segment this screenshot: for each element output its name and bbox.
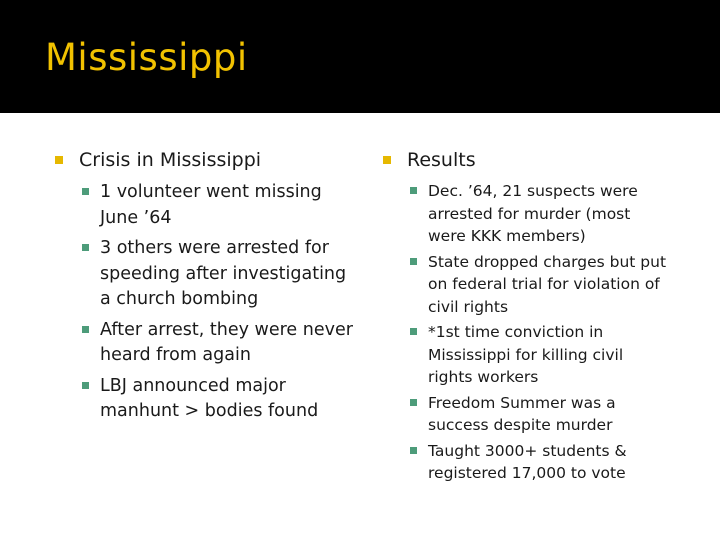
- list-item-text: *1st time conviction in Mississippi for killing civil rights workers: [428, 323, 624, 386]
- left-heading: [54, 146, 354, 174]
- list-item-text: 3 others were arrested for speeding after investigating a church bombing: [100, 238, 347, 309]
- list-item: [382, 180, 672, 248]
- square-bullet-icon: [82, 326, 89, 333]
- list-item: [54, 180, 354, 231]
- list-item-text: Taught 3000+ students & registered 17,000 to vote: [428, 441, 627, 482]
- list-item: [54, 236, 354, 313]
- list-item: [382, 321, 672, 389]
- list-item: [382, 392, 672, 437]
- square-bullet-icon: [383, 156, 391, 164]
- list-item: [382, 251, 672, 319]
- title-bar: [0, 0, 720, 113]
- square-bullet-icon: [410, 187, 417, 194]
- list-item-text: After arrest, they were never heard from again: [100, 319, 353, 365]
- left-column: [54, 146, 354, 430]
- list-item: [382, 440, 672, 485]
- list-item-text: State dropped charges but put on federal trial for violation of civil rights: [428, 252, 667, 316]
- list-item-text: Dec. ’64, 21 suspects were arrested for murder (most were KKK members): [428, 182, 638, 245]
- right-heading: [382, 146, 672, 174]
- left-heading-text: Crisis in Mississippi: [79, 149, 262, 171]
- list-item-text: Freedom Summer was a success despite murder: [428, 393, 616, 434]
- left-bullet-list: [54, 180, 354, 425]
- square-bullet-icon: [82, 188, 89, 195]
- list-item-text: 1 volunteer went missing June ’64: [100, 182, 322, 228]
- right-heading-text: Results: [407, 149, 476, 171]
- right-bullet-list: [382, 180, 672, 485]
- right-column: [382, 146, 672, 488]
- list-item: [54, 374, 354, 425]
- square-bullet-icon: [410, 258, 417, 265]
- square-bullet-icon: [410, 399, 417, 406]
- square-bullet-icon: [82, 244, 89, 251]
- square-bullet-icon: [410, 447, 417, 454]
- square-bullet-icon: [82, 382, 89, 389]
- square-bullet-icon: [410, 328, 417, 335]
- list-item-text: LBJ announced major manhunt > bodies found: [100, 375, 319, 421]
- square-bullet-icon: [55, 156, 63, 164]
- slide-title: Mississippi: [45, 36, 248, 79]
- list-item: [54, 318, 354, 369]
